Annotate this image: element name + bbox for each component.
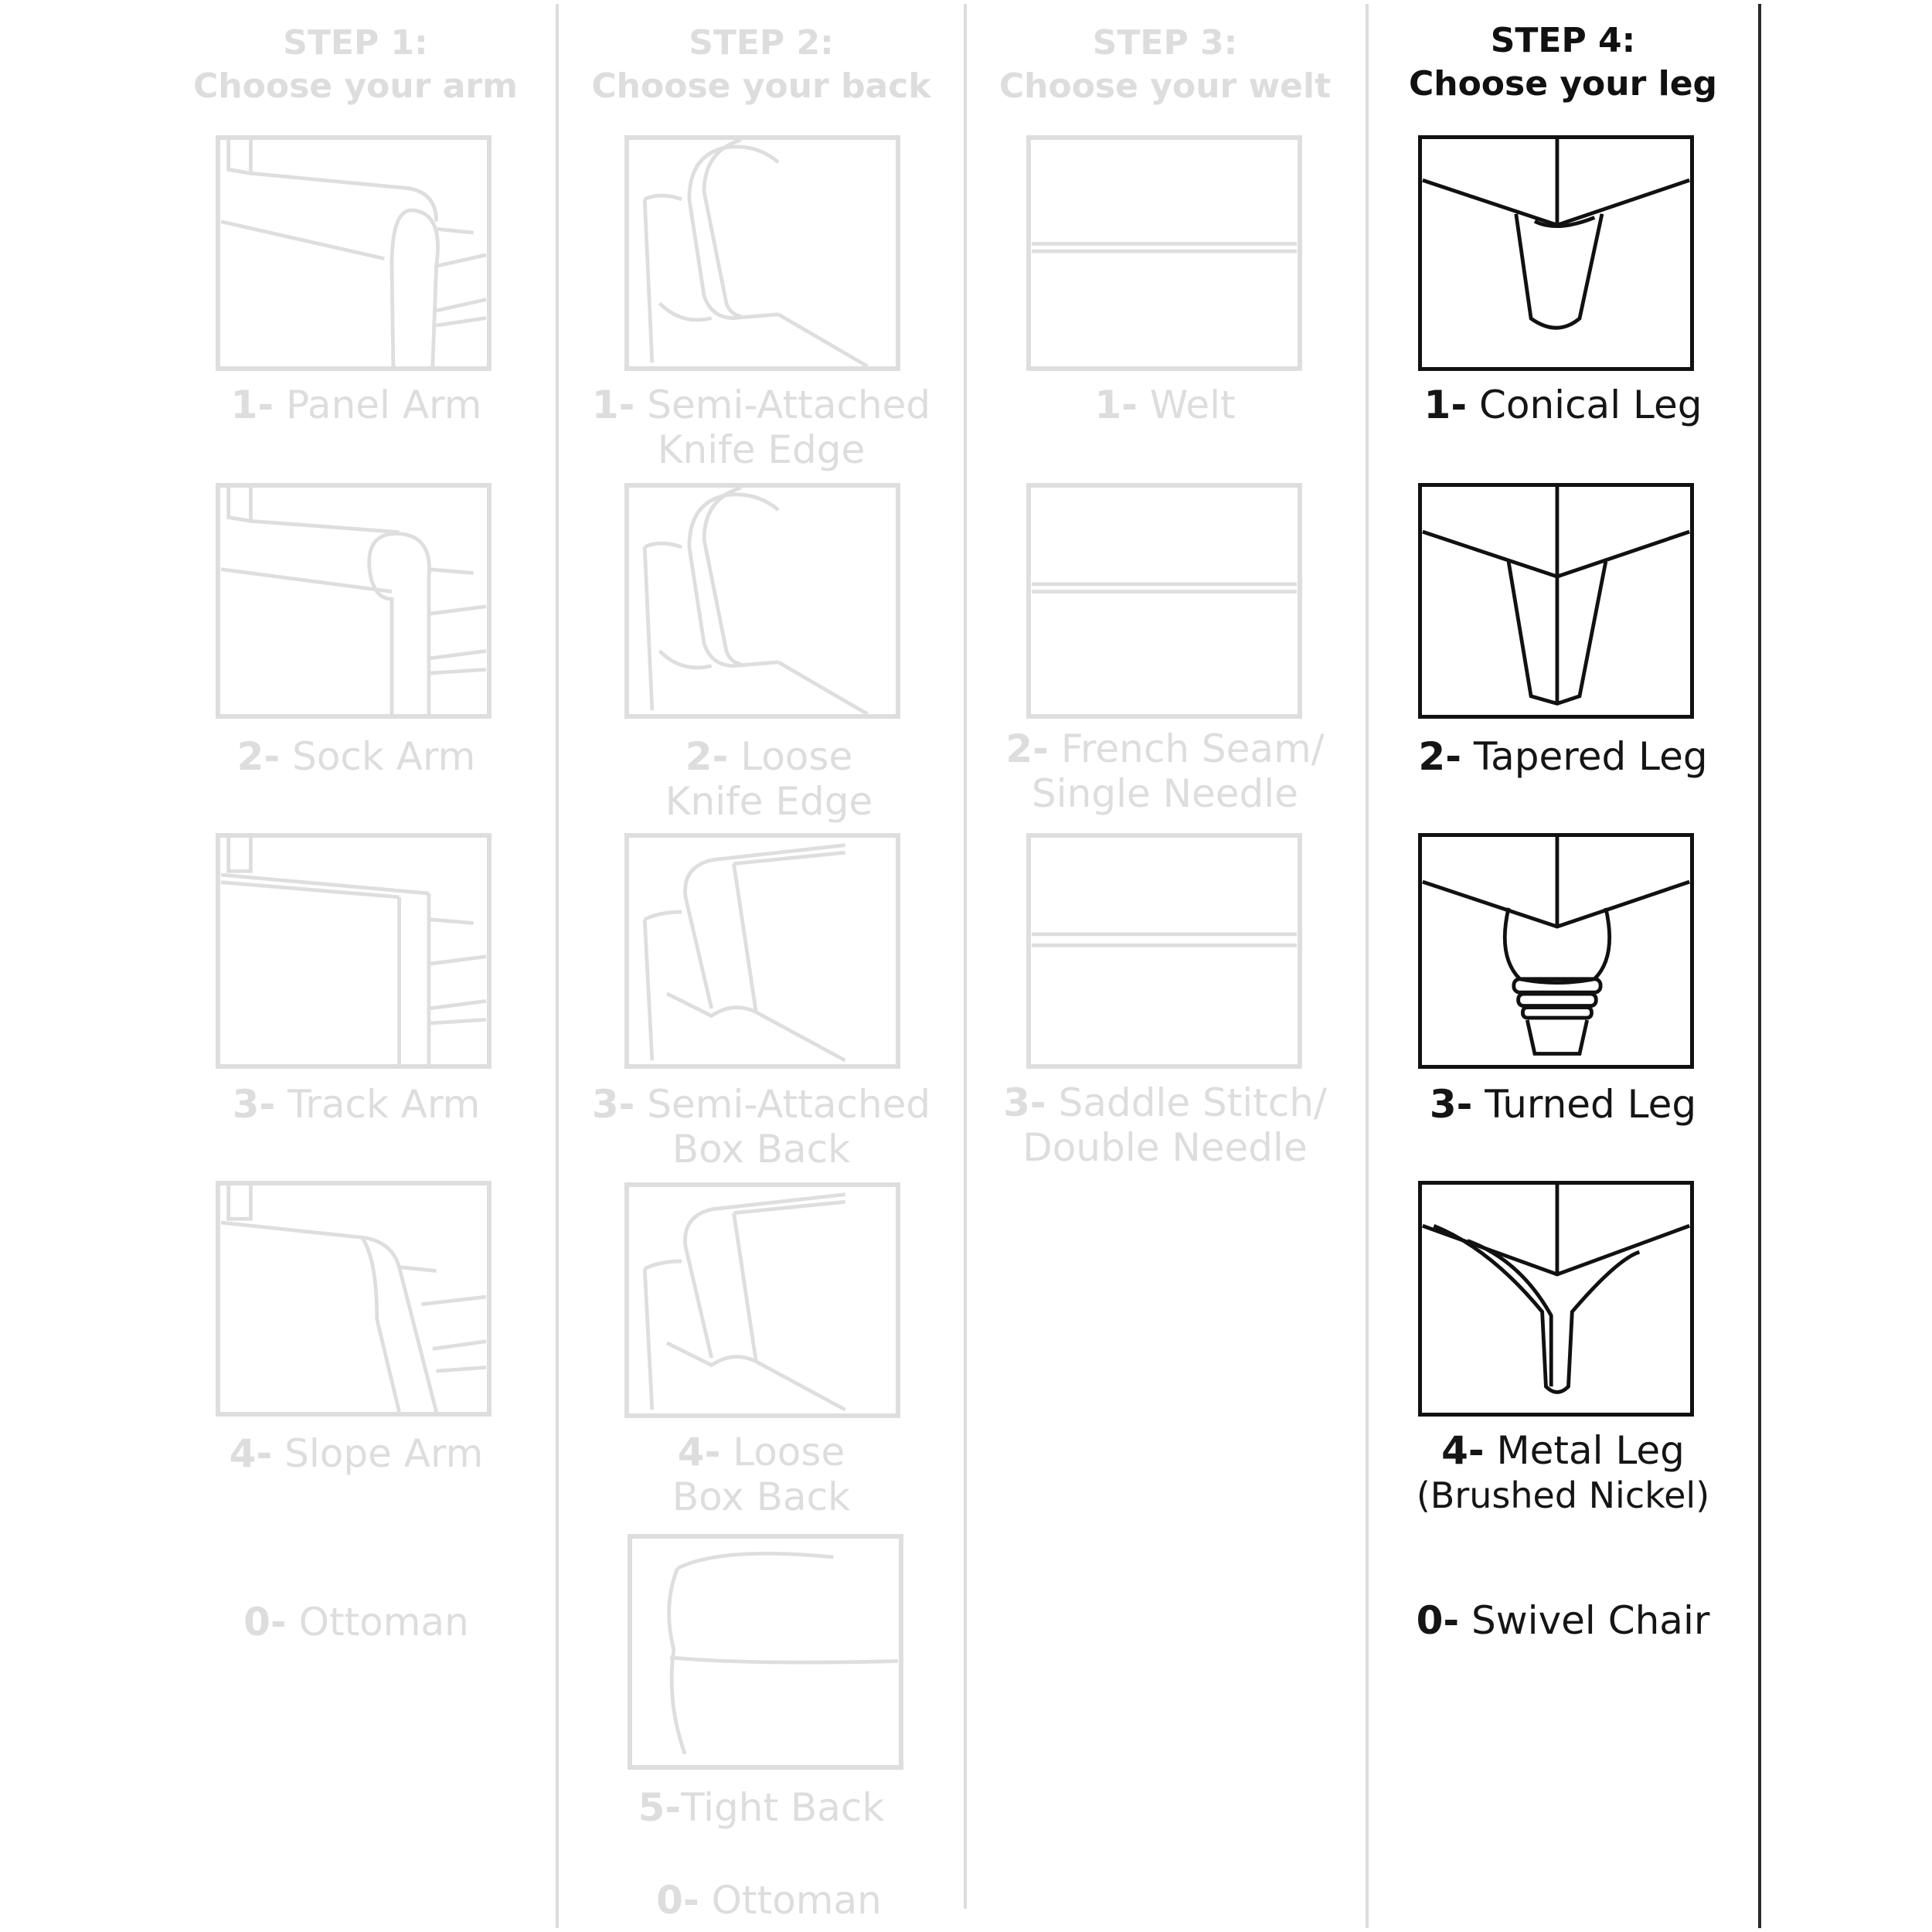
option-saddle-stitch[interactable]: [1026, 833, 1302, 1069]
tapered-leg-icon: [1422, 487, 1690, 715]
step-2-heading: STEP 2: Choose your back: [591, 23, 931, 106]
saddle-stitch-icon: [1031, 838, 1298, 1064]
caption-tight-back: 5-Tight Back: [638, 1785, 885, 1830]
step-3-heading: STEP 3: Choose your welt: [998, 23, 1332, 106]
step-1-heading: STEP 1: Choose your arm: [193, 23, 518, 106]
caption-welt: 1- Welt: [1094, 383, 1236, 427]
turned-leg-icon: [1422, 837, 1690, 1065]
step-4-heading: STEP 4: Choose your leg: [1408, 21, 1718, 104]
semi-attached-knife-edge-icon: [629, 140, 896, 366]
caption-semi-attached-box-back: 3- Semi-Attached Box Back: [591, 1082, 931, 1172]
caption-loose-box-back: 4- Loose Box Back: [672, 1430, 851, 1519]
column-divider-1: [556, 4, 559, 1928]
caption-slope-arm: 4- Slope Arm: [229, 1431, 484, 1476]
option-slope-arm[interactable]: [216, 1181, 492, 1417]
option-metal-leg[interactable]: [1418, 1181, 1694, 1417]
track-arm-icon: [220, 838, 487, 1064]
metal-leg-icon: [1422, 1185, 1690, 1413]
caption-saddle-stitch: 3- Saddle Stitch/ Double Needle: [1003, 1080, 1327, 1170]
welt-icon: [1031, 140, 1298, 366]
caption-sock-arm: 2- Sock Arm: [236, 734, 476, 779]
slope-arm-icon: [220, 1185, 487, 1412]
caption-semi-attached-knife-edge: 1- Semi-Attached Knife Edge: [591, 383, 931, 472]
caption-track-arm: 3- Track Arm: [232, 1082, 481, 1127]
option-track-arm[interactable]: [216, 833, 492, 1069]
caption-conical-leg: 1- Conical Leg: [1423, 383, 1702, 427]
column-divider-4: [1758, 4, 1761, 1928]
option-tight-back[interactable]: [628, 1534, 903, 1770]
option-loose-box-back[interactable]: [624, 1182, 900, 1418]
caption-french-seam: 2- French Seam/ Single Needle: [1005, 726, 1325, 816]
option-turned-leg[interactable]: [1418, 833, 1694, 1069]
tight-back-icon: [632, 1539, 899, 1765]
caption-metal-leg: 4- Metal Leg (Brushed Nickel): [1416, 1428, 1710, 1516]
option-semi-attached-box-back[interactable]: [624, 833, 900, 1069]
option-conical-leg[interactable]: [1418, 135, 1694, 371]
option-tapered-leg[interactable]: [1418, 483, 1694, 719]
caption-swivel-chair[interactable]: 0- Swivel Chair: [1416, 1598, 1710, 1643]
semi-attached-box-back-icon: [629, 838, 896, 1064]
column-divider-2: [964, 4, 967, 1909]
loose-knife-edge-icon: [629, 488, 896, 714]
caption-tapered-leg: 2- Tapered Leg: [1418, 734, 1708, 779]
option-semi-attached-knife-edge[interactable]: [624, 135, 900, 371]
conical-leg-icon: [1422, 139, 1690, 367]
column-divider-3: [1366, 4, 1369, 1928]
french-seam-icon: [1031, 488, 1298, 714]
option-french-seam[interactable]: [1026, 483, 1302, 719]
option-loose-knife-edge[interactable]: [624, 483, 900, 719]
option-sock-arm[interactable]: [216, 483, 492, 719]
option-welt[interactable]: [1026, 135, 1302, 371]
caption-loose-knife-edge: 2- Loose Knife Edge: [665, 734, 873, 824]
caption-panel-arm: 1- Panel Arm: [230, 383, 482, 427]
sock-arm-icon: [220, 488, 487, 714]
caption-ottoman-step-2[interactable]: 0- Ottoman: [656, 1878, 882, 1923]
loose-box-back-icon: [629, 1187, 896, 1413]
option-panel-arm[interactable]: [216, 135, 492, 371]
caption-ottoman-step-1[interactable]: 0- Ottoman: [243, 1600, 469, 1645]
caption-turned-leg: 3- Turned Leg: [1429, 1082, 1697, 1127]
panel-arm-icon: [220, 140, 487, 366]
